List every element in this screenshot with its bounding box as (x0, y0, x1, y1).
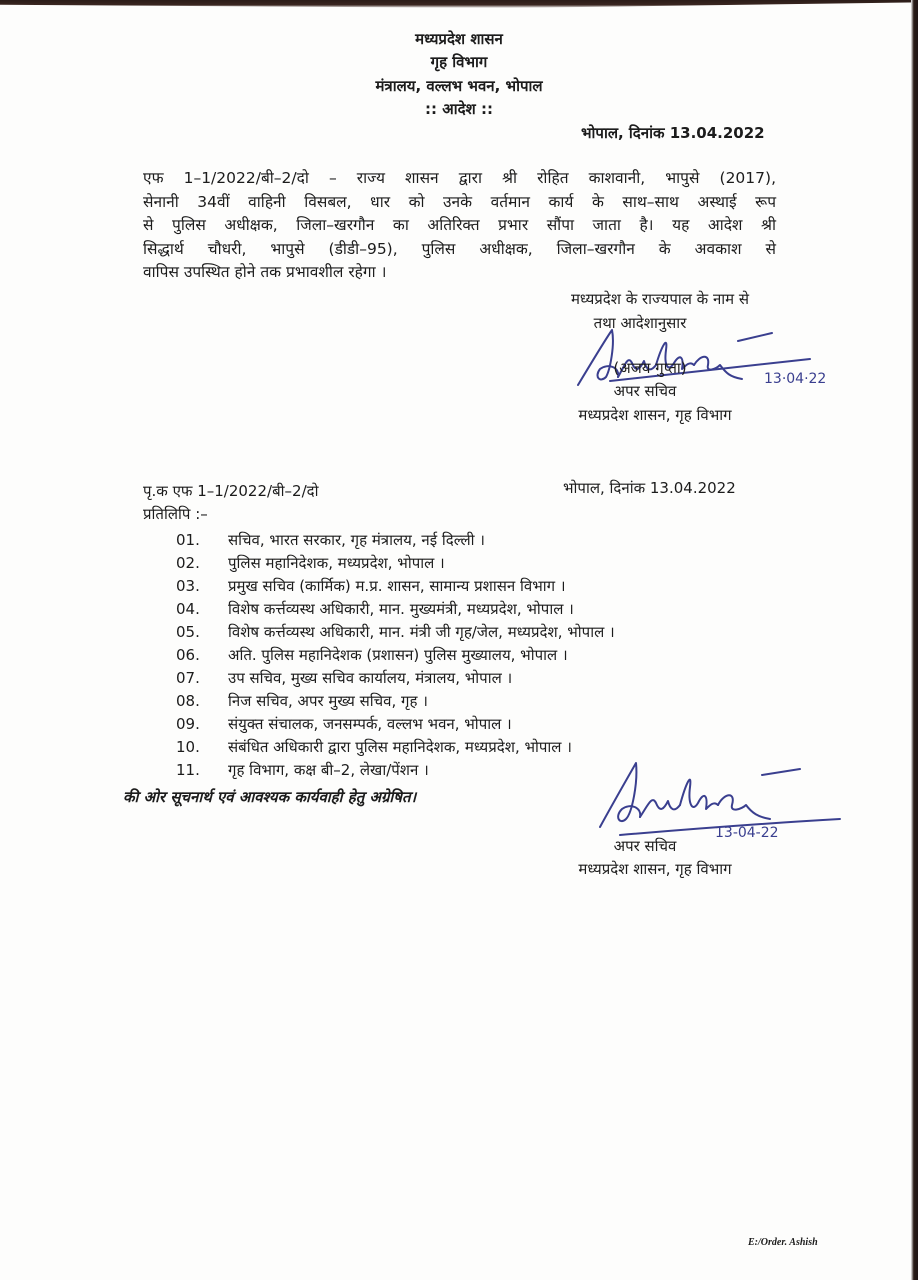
header-address: मंत्रालय, वल्लभ भवन, भोपाल (375, 77, 543, 95)
recipient-number: 03. (176, 577, 200, 595)
recipient-number: 06. (176, 646, 200, 664)
recipient-item (176, 576, 566, 596)
signatory-department: मध्यप्रदेश शासन, गृह विभाग (578, 406, 732, 424)
recipient-number: 08. (176, 692, 200, 710)
copy-label: प्रतिलिपि :– (143, 505, 208, 523)
order-body-line: वापिस उपस्थित होने तक प्रभावशील रहेगा । (143, 263, 387, 281)
recipient-item (176, 691, 428, 711)
order-body-line: से पुलिस अधीक्षक, जिला–खरगौन का अतिरिक्त प्रभार सौंपा जाता है। यह आदेश श्री (143, 216, 776, 234)
recipient-number: 05. (176, 623, 200, 641)
recipient-text: विशेष कर्त्तव्यस्थ अधिकारी, मान. मंत्री जी गृह/जेल, मध्यप्रदेश, भोपाल । (228, 623, 615, 641)
recipient-item (176, 530, 485, 550)
recipient-number: 09. (176, 715, 200, 733)
recipient-text: प्रमुख सचिव (कार्मिक) म.प्र. शासन, सामान्य प्रशासन विभाग । (228, 577, 566, 595)
recipient-text: पुलिस महानिदेशक, मध्यप्रदेश, भोपाल । (228, 554, 445, 572)
recipient-item (176, 553, 445, 573)
order-body (143, 167, 776, 285)
header-department: गृह विभाग (430, 53, 488, 71)
recipient-number: 10. (176, 738, 200, 756)
order-body-line: एफ 1–1/2022/बी–2/दो – राज्य शासन द्वारा श्री रोहित काशवानी, भापुसे (2017), (143, 169, 776, 187)
endorsement-reference: पृ.क एफ 1–1/2022/बी–2/दो (143, 482, 319, 500)
recipient-item (176, 645, 568, 665)
forward-note: की ओर सूचनार्थ एवं आवश्यक कार्यवाही हेतु अग्रेषित। (123, 788, 417, 806)
recipient-text: विशेष कर्त्तव्यस्थ अधिकारी, मान. मुख्यमंत्री, मध्यप्रदेश, भोपाल । (228, 600, 574, 618)
recipient-item (176, 668, 512, 688)
recipient-text: गृह विभाग, कक्ष बी–2, लेखा/पेंशन । (228, 761, 429, 779)
endorsement-signatory-designation: अपर सचिव (613, 837, 677, 855)
recipient-text: अति. पुलिस महानिदेशक (प्रशासन) पुलिस मुख्यालय, भोपाल । (228, 646, 568, 664)
signature-2-date: 13-04-22 (715, 825, 779, 841)
recipient-text: सचिव, भारत सरकार, गृह मंत्रालय, नई दिल्ली । (228, 531, 485, 549)
recipient-item (176, 622, 615, 642)
recipient-text: निज सचिव, अपर मुख्य सचिव, गृह । (228, 692, 428, 710)
recipient-number: 02. (176, 554, 200, 572)
endorsement-signatory-department: मध्यप्रदेश शासन, गृह विभाग (578, 860, 732, 878)
endorsement-place-date: भोपाल, दिनांक 13.04.2022 (563, 479, 736, 497)
recipient-text: उप सचिव, मुख्य सचिव कार्यालय, मंत्रालय, भोपाल । (228, 669, 513, 687)
recipient-item (176, 760, 429, 780)
header-order-title: :: आदेश :: (425, 100, 493, 118)
recipient-number: 11. (176, 761, 200, 779)
recipient-item (176, 714, 512, 734)
order-place-date: भोपाल, दिनांक 13.04.2022 (581, 124, 765, 142)
recipient-item (176, 737, 572, 757)
recipient-item (176, 599, 574, 619)
recipient-number: 01. (176, 531, 200, 549)
recipient-text: संबंधित अधिकारी द्वारा पुलिस महानिदेशक, मध्यप्रदेश, भोपाल । (228, 738, 572, 756)
file-reference: E:/Order. Ashish (748, 1237, 818, 1248)
signatory-designation: अपर सचिव (613, 382, 677, 400)
authority-line-2: तथा आदेशानुसार (593, 314, 687, 332)
signature-2 (590, 755, 850, 845)
signatory-name: (अजय गुप्ता) (613, 359, 687, 377)
header-government: मध्यप्रदेश शासन (415, 30, 503, 48)
order-body-line: सिद्धार्थ चौधरी, भापुसे (डीडी–95), पुलिस अधीक्षक, जिला–खरगौन के अवकाश से (143, 239, 776, 258)
order-body-line: सेनानी 34वीं वाहिनी विसबल, धार को उनके वर्तमान कार्य के साथ–साथ अस्थाई रूप (143, 192, 776, 211)
recipient-number: 07. (176, 669, 200, 687)
authority-line-1: मध्यप्रदेश के राज्यपाल के नाम से (570, 290, 750, 308)
signature-1-date: 13·04·22 (764, 371, 827, 387)
recipient-number: 04. (176, 600, 200, 618)
recipient-text: संयुक्त संचालक, जनसम्पर्क, वल्लभ भवन, भोपाल । (228, 715, 512, 733)
